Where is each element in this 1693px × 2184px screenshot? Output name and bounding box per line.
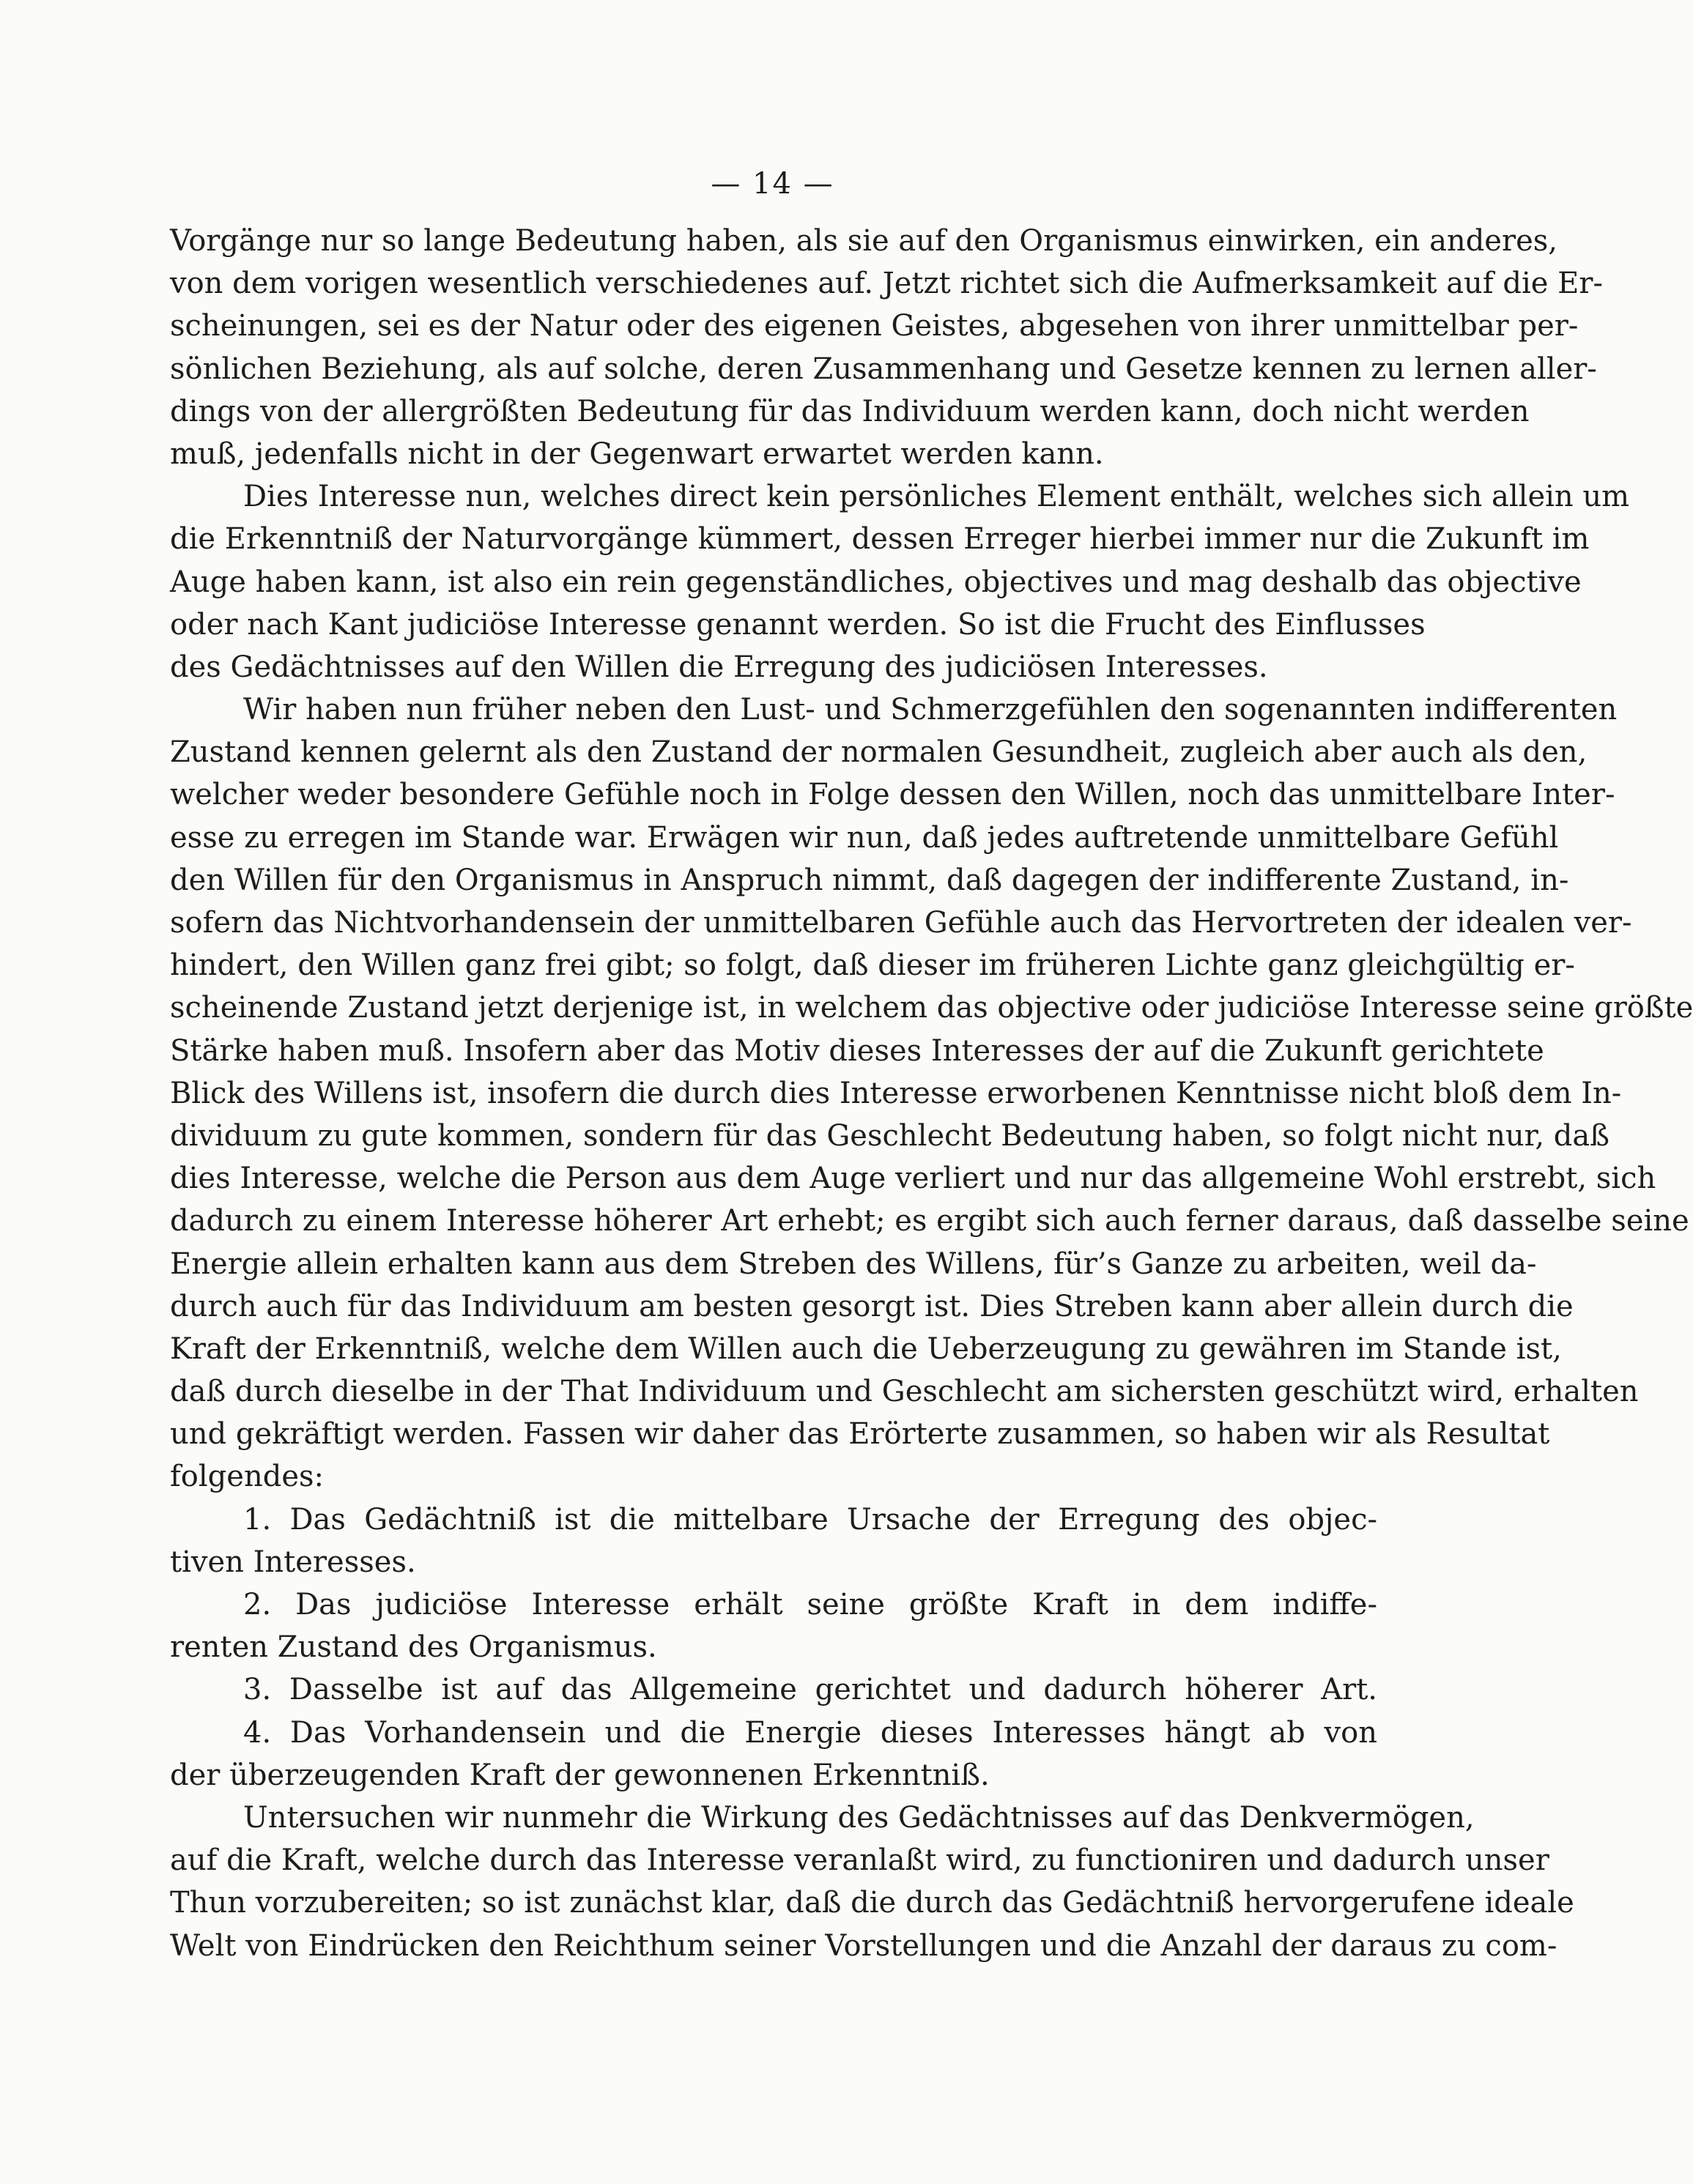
page-number: — 14 —	[711, 167, 834, 201]
text-line: welcher weder besondere Gefühle noch in Folge dessen den Willen, noch das unmittelbare Inter-	[170, 778, 1615, 812]
text-line: Energie allein erhalten kann aus dem Streben des Willens, für’s Ganze zu arbeiten, weil da-	[170, 1247, 1537, 1281]
text-line: dadurch zu einem Interesse höherer Art erhebt; es ergibt sich auch ferner daraus, daß dasselbe seine	[170, 1204, 1689, 1238]
body-text	[170, 220, 1693, 1967]
text-line: folgendes:	[170, 1460, 324, 1494]
text-line: Vorgänge nur so lange Bedeutung haben, als sie auf den Organismus einwirken, ein anderes,	[170, 224, 1558, 258]
text-line: sofern das Nichtvorhandensein der unmittelbaren Gefühle auch das Hervortreten der idealen ver-	[170, 906, 1632, 940]
text-line: dividuum zu gute kommen, sondern für das Geschlecht Bedeutung haben, so folgt nicht nur, daß	[170, 1118, 1609, 1153]
text-line: dies Interesse, welche die Person aus dem Auge verliert und nur das allgemeine Wohl erstrebt, sich	[170, 1162, 1656, 1196]
text-line: Dies Interesse nun, welches direct kein persönliches Element enthält, welches sich allein um	[243, 480, 1630, 514]
text-line: scheinungen, sei es der Natur oder des eigenen Geistes, abgesehen von ihrer unmittelbar per-	[170, 309, 1579, 343]
text-line: durch auch für das Individuum am besten gesorgt ist. Dies Streben kann aber allein durch die	[170, 1289, 1574, 1323]
text-line: auf die Kraft, welche durch das Interesse veranlaßt wird, zu functioniren und dadurch unser	[170, 1843, 1549, 1878]
text-line: 1. Das Gedächtniß ist die mittelbare Ursache der Erregung des objec-	[243, 1502, 1377, 1537]
text-line: sönlichen Beziehung, als auf solche, deren Zusammenhang und Gesetze kennen zu lernen aller-	[170, 352, 1597, 386]
text-line: muß, jedenfalls nicht in der Gegenwart erwartet werden kann.	[170, 437, 1104, 471]
text-line: Kraft der Erkenntniß, welche dem Willen auch die Ueberzeugung zu gewähren im Stande ist,	[170, 1331, 1562, 1366]
text-line: Auge haben kann, ist also ein rein gegenständliches, objectives und mag deshalb das objective	[170, 565, 1582, 599]
text-line: esse zu erregen im Stande war. Erwägen wir nun, daß jedes auftretende unmittelbare Gefühl	[170, 820, 1559, 855]
text-line: Untersuchen wir nunmehr die Wirkung des Gedächtnisses auf das Denkvermögen,	[243, 1800, 1475, 1835]
text-line: den Willen für den Organismus in Anspruch nimmt, daß dagegen der indifferente Zustand, in-	[170, 863, 1569, 897]
text-line: tiven Interesses.	[170, 1545, 416, 1579]
text-line: 3. Dasselbe ist auf das Allgemeine gerichtet und dadurch höherer Art.	[243, 1673, 1377, 1707]
text-line: Stärke haben muß. Insofern aber das Motiv dieses Interesses der auf die Zukunft gerichtete	[170, 1033, 1544, 1068]
text-line: dings von der allergrößten Bedeutung für das Individuum werden kann, doch nicht werden	[170, 394, 1530, 428]
text-line: Zustand kennen gelernt als den Zustand der normalen Gesundheit, zugleich aber auch als den,	[170, 735, 1588, 770]
text-line: scheinende Zustand jetzt derjenige ist, in welchem das objective oder judiciöse Interesse seine größte	[170, 991, 1693, 1025]
text-line: 4. Das Vorhandensein und die Energie dieses Interesses hängt ab von	[243, 1715, 1377, 1750]
text-line: Blick des Willens ist, insofern die durch dies Interesse erworbenen Kenntnisse nicht bloß dem In-	[170, 1076, 1622, 1110]
text-line: von dem vorigen wesentlich verschiedenes auf. Jetzt richtet sich die Aufmerksamkeit auf die Er-	[170, 267, 1603, 301]
text-line: die Erkenntniß der Naturvorgänge kümmert, dessen Erreger hierbei immer nur die Zukunft im	[170, 522, 1590, 557]
text-line: hindert, den Willen ganz frei gibt; so folgt, daß dieser im früheren Lichte ganz gleichgültig er-	[170, 948, 1575, 983]
text-line: renten Zustand des Organismus.	[170, 1630, 657, 1665]
text-line: oder nach Kant judiciöse Interesse genannt werden. So ist die Frucht des Einflusses	[170, 607, 1426, 642]
text-line: des Gedächtnisses auf den Willen die Erregung des judiciösen Interesses.	[170, 650, 1268, 684]
text-line: Wir haben nun früher neben den Lust- und Schmerzgefühlen den sogenannten indifferenten	[243, 693, 1618, 727]
text-line: daß durch dieselbe in der That Individuum und Geschlecht am sichersten geschützt wird, erhalten	[170, 1375, 1639, 1409]
text-line: Welt von Eindrücken den Reichthum seiner Vorstellungen und die Anzahl der daraus zu com-	[170, 1928, 1557, 1963]
text-line: Thun vorzubereiten; so ist zunächst klar, daß die durch das Gedächtniß hervorgerufene ideale	[170, 1886, 1574, 1920]
text-line: 2. Das judiciöse Interesse erhält seine größte Kraft in dem indiffe-	[243, 1588, 1377, 1622]
text-line: der überzeugenden Kraft der gewonnenen Erkenntniß.	[170, 1758, 990, 1792]
text-line: und gekräftigt werden. Fassen wir daher das Erörterte zusammen, so haben wir als Resultat	[170, 1417, 1550, 1452]
